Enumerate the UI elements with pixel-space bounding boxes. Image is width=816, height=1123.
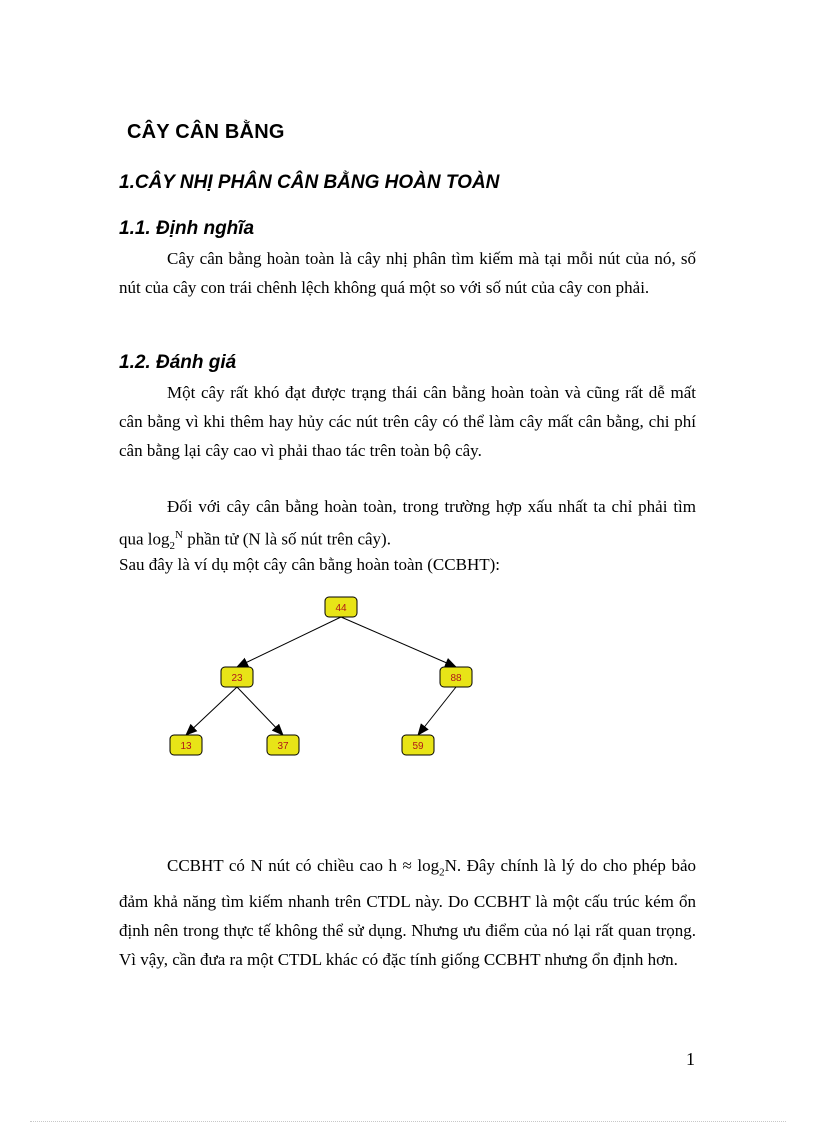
tree-node-label: 13	[180, 741, 192, 752]
tree-node-label: 23	[231, 673, 243, 684]
tree-node-label: 37	[277, 741, 289, 752]
conclusion-paragraph	[119, 851, 696, 974]
tree-node-13	[170, 735, 202, 755]
definition-paragraph: Cây cân bằng hoàn toàn là cây nhị phân tìm kiếm mà tại mỗi nút của nó, số nút của cây con trái chênh lệch không quá một so với số nút của cây con phải.	[119, 249, 696, 297]
conclusion-text: CCBHT có N nút có chiều cao h ≈ log	[167, 856, 440, 875]
tree-edge-n23-n13	[186, 687, 237, 735]
subsection-heading-evaluation: 1.2. Đánh giá	[119, 352, 237, 373]
footer-divider	[30, 1121, 786, 1122]
evaluation-paragraph: Một cây rất khó đạt được trạng thái cân bằng hoàn toàn và cũng rất dễ mất cân bằng vì khi thêm hay hủy các nút trên cây có thể làm cây mất cân bằng, chi phí cân bằng lại cây cao vì phải thao tác trên toàn bộ cây.	[119, 383, 696, 460]
page-number: 1	[686, 1049, 695, 1069]
tree-edge-n88-n59	[418, 687, 456, 735]
page-title: CÂY CÂN BẰNG	[127, 121, 285, 143]
example-intro: Sau đây là ví dụ một cây cân bằng hoàn toàn (CCBHT):	[119, 555, 500, 574]
tree-node-88	[440, 667, 472, 687]
log-exponent: N	[175, 529, 183, 541]
tree-nodes	[170, 597, 472, 755]
subsection-heading-definition: 1.1. Định nghĩa	[119, 218, 255, 239]
tree-node-label: 88	[450, 673, 462, 684]
worst-case-text-end: phần tử (N là số nút trên cây).	[182, 529, 391, 549]
tree-node-37	[267, 735, 299, 755]
tree-node-label: 59	[412, 741, 424, 752]
log-base: 2	[169, 540, 176, 553]
height-log-base: 2	[439, 866, 445, 879]
tree-edge-n23-n37	[237, 687, 283, 735]
tree-node-59	[402, 735, 434, 755]
tree-node-44	[325, 597, 357, 617]
section-heading-1: 1.CÂY NHỊ PHÂN CÂN BẰNG HOÀN TOÀN	[119, 172, 500, 193]
tree-edge-n44-n88	[341, 617, 456, 667]
tree-edge-n44-n23	[237, 617, 341, 667]
worst-case-text: Đối với cây cân bằng hoàn toàn, trong trường hợp xấu nhất ta chỉ phải tìm qua log	[119, 497, 696, 549]
tree-node-label: 44	[335, 603, 347, 614]
tree-node-23	[221, 667, 253, 687]
conclusion-text-end: N. Đây chính là lý do cho phép bảo đảm khả năng tìm kiếm nhanh trên CTDL này. Do CCBHT là một cấu trúc kém ổn định nên trong thực tế không thể sử dụng. Nhưng ưu điểm của nó lại rất quan trọng. Vì vậy, cần đưa ra một CTDL khác có đặc tính giống CCBHT nhưng ổn định hơn.	[119, 856, 696, 970]
